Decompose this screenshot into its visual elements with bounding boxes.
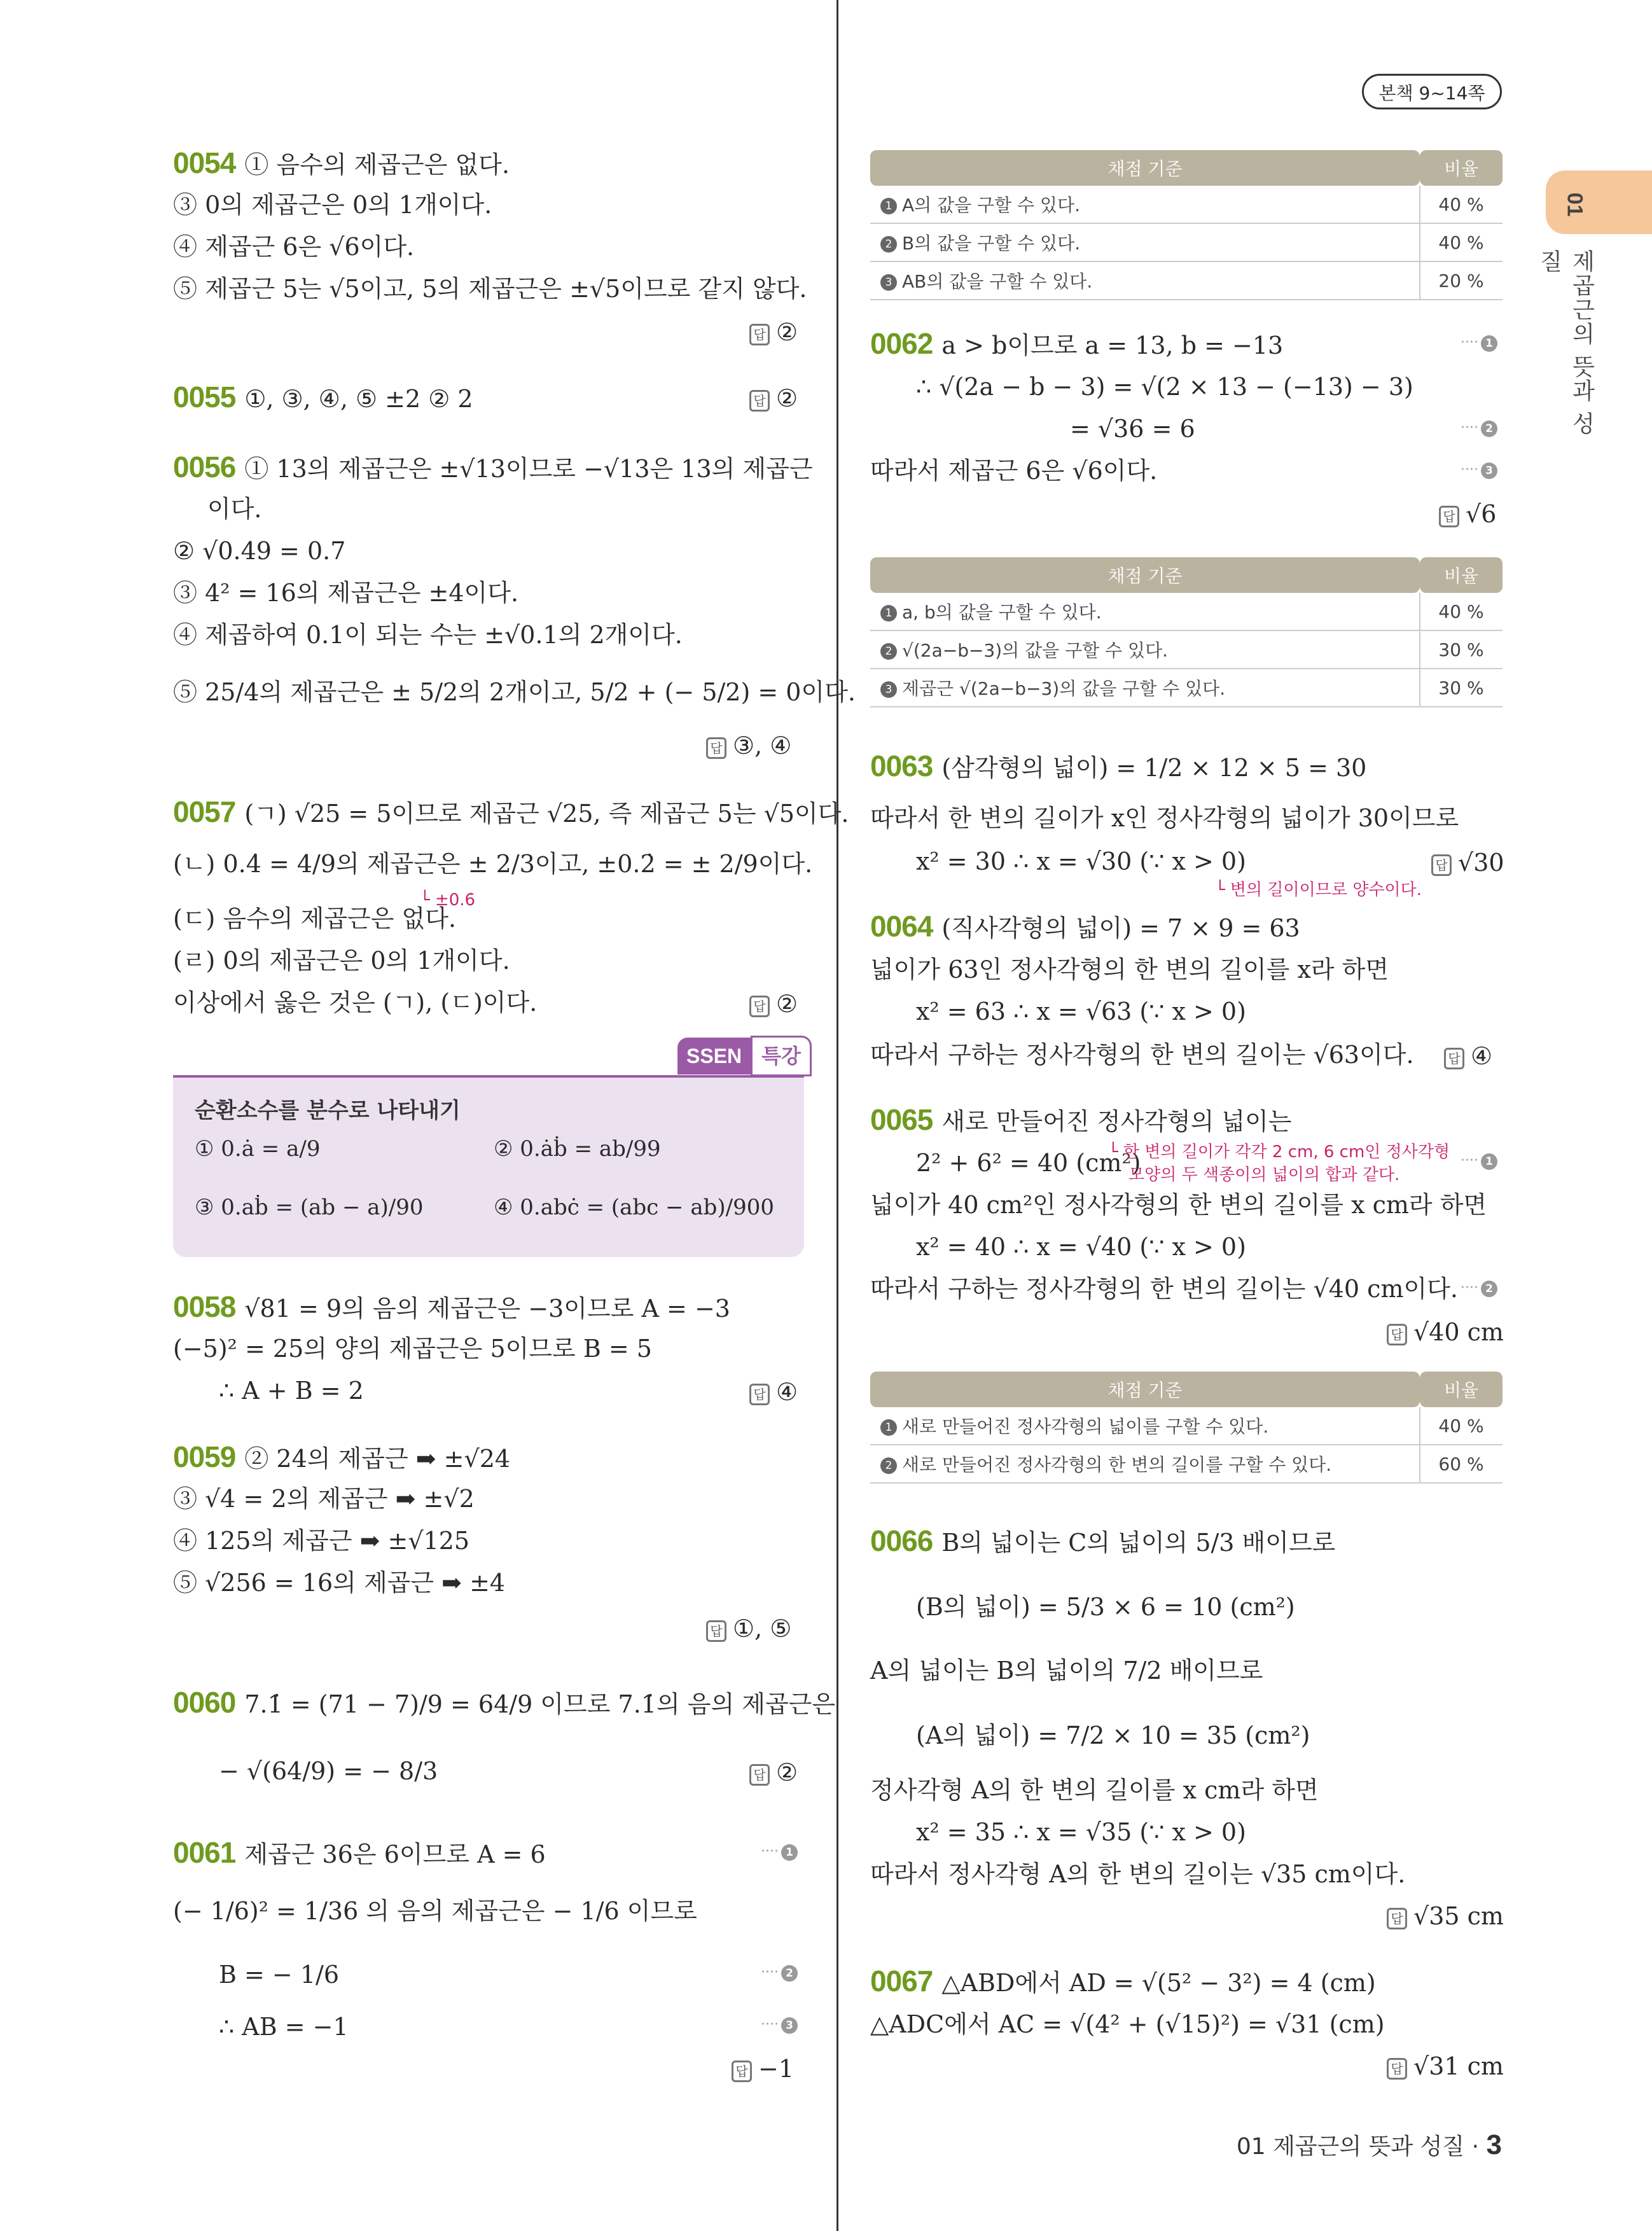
tip-item-3: ③ 0.aḃ = (ab − a)/90 xyxy=(195,1195,424,1220)
answer-value: ② xyxy=(776,1758,798,1786)
scoring-table-1 xyxy=(870,150,1503,300)
table-header-criteria: 채점 기준 xyxy=(870,150,1420,186)
step-number: 1 xyxy=(880,198,897,214)
text: B의 넓이는 C의 넓이의 5/3 배이므로 xyxy=(941,1529,1336,1557)
problem-0064-line-2: 넓이가 63인 정사각형의 한 변의 길이를 x라 하면 xyxy=(870,956,1389,983)
chapter-number: 01 xyxy=(1562,192,1587,217)
book-page-reference: 본책 9~14쪽 xyxy=(1362,74,1502,109)
problem-0054-line-2: ③ 0의 제곱근은 0의 1개이다. xyxy=(173,191,492,219)
problem-0056-line-2: ② √0.49 = 0.7 xyxy=(173,537,346,565)
problem-0062-line-4: 따라서 제곱근 6은 √6이다. xyxy=(870,457,1158,485)
problem-0064-line-3: x² = 63 ∴ x = √63 (∵ x > 0) xyxy=(916,997,1246,1025)
step-number: 2 xyxy=(880,236,897,253)
answer-0065 xyxy=(1387,1318,1504,1346)
problem-number: 0057 xyxy=(173,795,236,828)
ratio-cell: 20 % xyxy=(1420,261,1503,300)
table-header-criteria: 채점 기준 xyxy=(870,1372,1420,1407)
problem-0061-line-4: ∴ AB = −1 xyxy=(219,2013,349,2041)
ssen-badge xyxy=(677,1036,812,1074)
answer-icon: 답 xyxy=(1387,1324,1407,1345)
chapter-tab xyxy=(1546,170,1652,234)
problem-0063-line-2: 따라서 한 변의 길이가 x인 정사각형의 넓이가 30이므로 xyxy=(870,804,1459,832)
answer-icon: 답 xyxy=(1444,1048,1464,1069)
problem-0065-line-1 xyxy=(870,1104,1292,1137)
answer-icon: 답 xyxy=(1387,1908,1407,1929)
step-number: 2 xyxy=(880,1457,897,1474)
criteria-text: B의 값을 구할 수 있다. xyxy=(902,233,1081,254)
footer-chapter: 01 제곱근의 뜻과 성질 xyxy=(1236,2134,1465,2160)
answer-icon: 답 xyxy=(749,324,770,345)
answer-0055 xyxy=(749,384,798,412)
table-row xyxy=(870,630,1503,669)
problem-number: 0062 xyxy=(870,327,933,360)
answer-0059 xyxy=(706,1615,791,1643)
answer-icon: 답 xyxy=(732,2061,752,2082)
answer-icon: 답 xyxy=(749,1384,770,1405)
text: ① 음수의 제곱근은 없다. xyxy=(244,151,510,179)
problem-0059-line-4: ⑤ √256 = 16의 제곱근 ➡ ±4 xyxy=(173,1569,506,1597)
answer-icon: 답 xyxy=(706,1620,726,1642)
problem-0057-line-5: 이상에서 옳은 것은 (ㄱ), (ㄷ)이다. xyxy=(173,989,538,1017)
problem-0057-note: └ ±0.6̇ xyxy=(420,891,476,910)
ratio-cell: 30 % xyxy=(1420,630,1503,669)
problem-0059-line-2: ③ √4 = 2의 제곱근 ➡ ±√2 xyxy=(173,1485,475,1513)
step-marker-1: ···· 1 xyxy=(1461,1153,1497,1170)
answer-icon: 답 xyxy=(1431,854,1452,876)
table-row xyxy=(870,186,1503,223)
text: 새로 만들어진 정사각형의 넓이는 xyxy=(941,1108,1292,1136)
step-number: 2 xyxy=(880,643,897,660)
problem-number: 0059 xyxy=(173,1440,236,1473)
answer-value: ② xyxy=(776,318,798,346)
ratio-cell: 60 % xyxy=(1420,1445,1503,1483)
criteria-text: 제곱근 √(2a−b−3)의 값을 구할 수 있다. xyxy=(902,678,1226,699)
problem-0063-line-1 xyxy=(870,751,1366,783)
text: 7.1̇ = (71 − 7)/9 = 64/9 이므로 7.1̇의 음의 제곱근은 xyxy=(244,1690,836,1718)
text: △ABD에서 AD = √(5² − 3²) = 4 (cm) xyxy=(941,1969,1376,1997)
text: ①, ③, ④, ⑤ ±2 ② 2 xyxy=(244,385,473,413)
ratio-cell: 40 % xyxy=(1420,186,1503,223)
answer-0064 xyxy=(1444,1042,1492,1070)
answer-0058 xyxy=(749,1378,798,1406)
problem-0057-line-2: (ㄴ) 0.4̇ = 4/9의 제곱근은 ± 2/3이고, ±0.2̇ = ± 2/9이다. xyxy=(173,850,813,878)
problem-0064-line-1 xyxy=(870,911,1300,943)
problem-0062-line-3: = √36 = 6 xyxy=(1070,415,1195,443)
answer-value: ② xyxy=(776,990,798,1018)
answer-value: −1 xyxy=(758,2055,795,2083)
answer-0061 xyxy=(732,2055,794,2083)
page-footer: 01 제곱근의 뜻과 성질 · 3 xyxy=(1236,2129,1502,2160)
table-row xyxy=(870,261,1503,300)
problem-0065-line-5: 따라서 구하는 정사각형의 한 변의 길이는 √40 cm이다. xyxy=(870,1275,1458,1303)
answer-0057 xyxy=(749,990,798,1018)
step-marker-2: ···· 2 xyxy=(1461,420,1497,437)
problem-0065-note-2: 모양의 두 색종이의 넓이의 합과 같다. xyxy=(1128,1165,1400,1185)
problem-number: 0056 xyxy=(173,450,236,483)
step-marker-1: ···· 1 xyxy=(761,1844,798,1861)
step-number: 3 xyxy=(880,274,897,291)
answer-icon: 답 xyxy=(749,996,770,1017)
table-row xyxy=(870,223,1503,261)
ratio-cell: 40 % xyxy=(1420,593,1503,630)
problem-0058-line-1 xyxy=(173,1291,730,1324)
problem-0054-line-3: ④ 제곱근 6은 √6이다. xyxy=(173,233,415,261)
answer-value: ③, ④ xyxy=(733,732,792,760)
table-row xyxy=(870,1445,1503,1483)
answer-value: √35 cm xyxy=(1413,1902,1504,1930)
problem-0057-line-3: (ㄷ) 음수의 제곱근은 없다. xyxy=(173,905,457,933)
answer-0066 xyxy=(1387,1902,1504,1930)
answer-icon: 답 xyxy=(749,1764,770,1786)
problem-0065-line-3: 넓이가 40 cm²인 정사각형의 한 변의 길이를 x cm라 하면 xyxy=(870,1191,1487,1219)
answer-0067 xyxy=(1387,2052,1504,2080)
problem-0055-line-1 xyxy=(173,382,473,414)
problem-0064-line-4: 따라서 구하는 정사각형의 한 변의 길이는 √63이다. xyxy=(870,1041,1414,1069)
problem-0054-line-1 xyxy=(173,148,510,180)
problem-0065-line-2: 2² + 6² = 40 (cm²) xyxy=(916,1149,1141,1177)
answer-value: √40 cm xyxy=(1413,1318,1504,1346)
problem-number: 0055 xyxy=(173,380,236,414)
problem-0057-line-1 xyxy=(173,796,849,829)
tip-item-1: ① 0.ȧ = a/9 xyxy=(195,1136,321,1162)
problem-0067-line-1 xyxy=(870,1966,1376,1998)
answer-value: ④ xyxy=(776,1378,798,1406)
problem-0066-line-7: 따라서 정사각형 A의 한 변의 길이는 √35 cm이다. xyxy=(870,1860,1406,1888)
problem-0059-line-3: ④ 125의 제곱근 ➡ ±√125 xyxy=(173,1527,470,1555)
answer-value: ② xyxy=(776,384,798,412)
problem-0057-line-4: (ㄹ) 0의 제곱근은 0의 1개이다. xyxy=(173,947,510,975)
tip-title: 순환소수를 분수로 나타내기 xyxy=(195,1098,461,1123)
problem-number: 0058 xyxy=(173,1290,236,1323)
special-lecture-label: 특강 xyxy=(751,1036,812,1076)
ssen-label: SSEN xyxy=(677,1038,751,1074)
problem-0056-line-3: ③ 4² = 16의 제곱근은 ±4이다. xyxy=(173,579,519,607)
problem-number: 0063 xyxy=(870,749,933,782)
table-row xyxy=(870,669,1503,707)
problem-0066-line-5: 정사각형 A의 한 변의 길이를 x cm라 하면 xyxy=(870,1776,1319,1804)
answer-0063 xyxy=(1431,849,1504,877)
problem-0058-line-3: ∴ A + B = 2 xyxy=(219,1377,364,1405)
problem-0061-line-2: (− 1/6)² = 1/36 의 음의 제곱근은 − 1/6 이므로 xyxy=(173,1897,697,1925)
problem-0066-line-2: (B의 넓이) = 5/3 × 6 = 10 (cm²) xyxy=(916,1593,1295,1621)
answer-0056 xyxy=(706,732,791,760)
step-marker-3: ···· 3 xyxy=(761,2017,798,2034)
step-marker-2: ···· 2 xyxy=(761,1964,798,1982)
problem-0066-line-1 xyxy=(870,1526,1335,1558)
step-marker-1: ···· 1 xyxy=(1461,335,1497,352)
problem-number: 0065 xyxy=(870,1103,933,1136)
scoring-table-3 xyxy=(870,1372,1503,1484)
problem-0056-line-1 xyxy=(173,452,813,484)
text: (직사각형의 넓이) = 7 × 9 = 63 xyxy=(941,914,1300,942)
problem-0056-line-4: ④ 제곱하여 0.1이 되는 수는 ±√0.1의 2개이다. xyxy=(173,621,683,649)
answer-value: √31 cm xyxy=(1413,2052,1504,2080)
step-number: 3 xyxy=(880,681,897,698)
problem-0063-note: └ 변의 길이이므로 양수이다. xyxy=(1215,880,1422,900)
tip-item-4: ④ 0.abċ = (abc − ab)/900 xyxy=(494,1195,775,1220)
step-marker-3: ···· 3 xyxy=(1461,462,1497,479)
problem-0058-line-2: (−5)² = 25의 양의 제곱근은 5이므로 B = 5 xyxy=(173,1335,652,1363)
criteria-text: AB의 값을 구할 수 있다. xyxy=(902,271,1093,292)
table-header-ratio: 비율 xyxy=(1420,1372,1503,1407)
table-header-criteria: 채점 기준 xyxy=(870,557,1420,593)
answer-value: √6 xyxy=(1466,500,1497,528)
answer-0054 xyxy=(749,318,798,346)
problem-0066-line-6: x² = 35 ∴ x = √35 (∵ x > 0) xyxy=(916,1818,1246,1846)
criteria-text: 새로 만들어진 정사각형의 한 변의 길이를 구할 수 있다. xyxy=(902,1454,1332,1475)
problem-0061-line-3: B = − 1/6 xyxy=(219,1961,339,1989)
answer-icon: 답 xyxy=(1439,506,1459,527)
problem-0054-line-4: ⑤ 제곱근 5는 √5이고, 5의 제곱근은 ±√5이므로 같지 않다. xyxy=(173,275,807,303)
problem-number: 0066 xyxy=(870,1524,933,1557)
text: √81 = 9의 음의 제곱근은 −3이므로 A = −3 xyxy=(244,1295,730,1323)
problem-number: 0067 xyxy=(870,1964,933,1998)
ratio-cell: 40 % xyxy=(1420,223,1503,261)
problem-0063-line-3: x² = 30 ∴ x = √30 (∵ x > 0) xyxy=(916,847,1246,875)
problem-0062-line-2: ∴ √(2a − b − 3) = √(2 × 13 − (−13) − 3) xyxy=(916,373,1413,401)
scoring-table-2 xyxy=(870,557,1503,707)
problem-0066-line-4: (A의 넓이) = 7/2 × 10 = 35 (cm²) xyxy=(916,1721,1310,1749)
answer-value: ①, ⑤ xyxy=(733,1615,792,1643)
step-number: 1 xyxy=(880,605,897,622)
problem-0056-line-1b: 이다. xyxy=(207,495,262,523)
problem-0062-line-1 xyxy=(870,328,1283,361)
step-marker-2: ···· 2 xyxy=(1461,1280,1497,1297)
answer-0060 xyxy=(749,1758,798,1786)
criteria-text: √(2a−b−3)의 값을 구할 수 있다. xyxy=(902,640,1169,661)
criteria-text: 새로 만들어진 정사각형의 넓이를 구할 수 있다. xyxy=(902,1416,1269,1437)
column-divider xyxy=(836,0,838,2231)
problem-0060-line-2: − √(64/9) = − 8/3 xyxy=(219,1757,438,1785)
criteria-text: A의 값을 구할 수 있다. xyxy=(902,195,1081,216)
ratio-cell: 30 % xyxy=(1420,669,1503,707)
text: ② 24의 제곱근 ➡ ±√24 xyxy=(244,1445,511,1473)
page-number: 3 xyxy=(1486,2129,1502,2160)
problem-0056-line-5: ⑤ 25/4의 제곱근은 ± 5/2의 2개이고, 5/2 + (− 5/2) = 0이다. xyxy=(173,678,856,706)
table-row xyxy=(870,593,1503,630)
answer-icon: 답 xyxy=(706,737,726,759)
answer-icon: 답 xyxy=(749,390,770,412)
answer-value: √30 xyxy=(1458,849,1504,877)
problem-0059-line-1 xyxy=(173,1442,510,1474)
criteria-text: a, b의 값을 구할 수 있다. xyxy=(902,602,1102,623)
text: (ㄱ) √25 = 5이므로 제곱근 √25, 즉 제곱근 5는 √5이다. xyxy=(244,800,849,828)
text: ① 13의 제곱근은 ±√13이므로 −√13은 13의 제곱근 xyxy=(244,455,813,483)
answer-0062 xyxy=(1439,500,1496,528)
problem-0067-line-2: △ADC에서 AC = √(4² + (√15)²) = √31 (cm) xyxy=(870,2010,1385,2038)
problem-number: 0061 xyxy=(173,1836,236,1869)
problem-0065-note-1: └ 한 변의 길이가 각각 2 cm, 6 cm인 정사각형 xyxy=(1108,1143,1450,1162)
problem-number: 0054 xyxy=(173,146,236,179)
ratio-cell: 40 % xyxy=(1420,1407,1503,1445)
text: a > b이므로 a = 13, b = −13 xyxy=(941,331,1284,359)
problem-0066-line-3: A의 넓이는 B의 넓이의 7/2 배이므로 xyxy=(870,1657,1263,1685)
problem-number: 0060 xyxy=(173,1686,236,1719)
problem-0061-line-1 xyxy=(173,1837,546,1870)
answer-icon: 답 xyxy=(1387,2058,1407,2080)
table-row xyxy=(870,1407,1503,1445)
tip-item-2: ② 0.ȧḃ = ab/99 xyxy=(494,1136,661,1162)
table-header-ratio: 비율 xyxy=(1420,150,1503,186)
table-header-ratio: 비율 xyxy=(1420,557,1503,593)
step-number: 1 xyxy=(880,1419,897,1436)
chapter-title-vertical: 제곱근의 뜻과 성질 xyxy=(1536,249,1595,436)
answer-value: ④ xyxy=(1471,1042,1493,1070)
text: 제곱근 36은 6이므로 A = 6 xyxy=(244,1840,546,1868)
problem-number: 0064 xyxy=(870,910,933,943)
text: (삼각형의 넓이) = 1/2 × 12 × 5 = 30 xyxy=(941,754,1367,782)
problem-0065-line-4: x² = 40 ∴ x = √40 (∵ x > 0) xyxy=(916,1233,1246,1261)
problem-0060-line-1 xyxy=(173,1687,835,1720)
